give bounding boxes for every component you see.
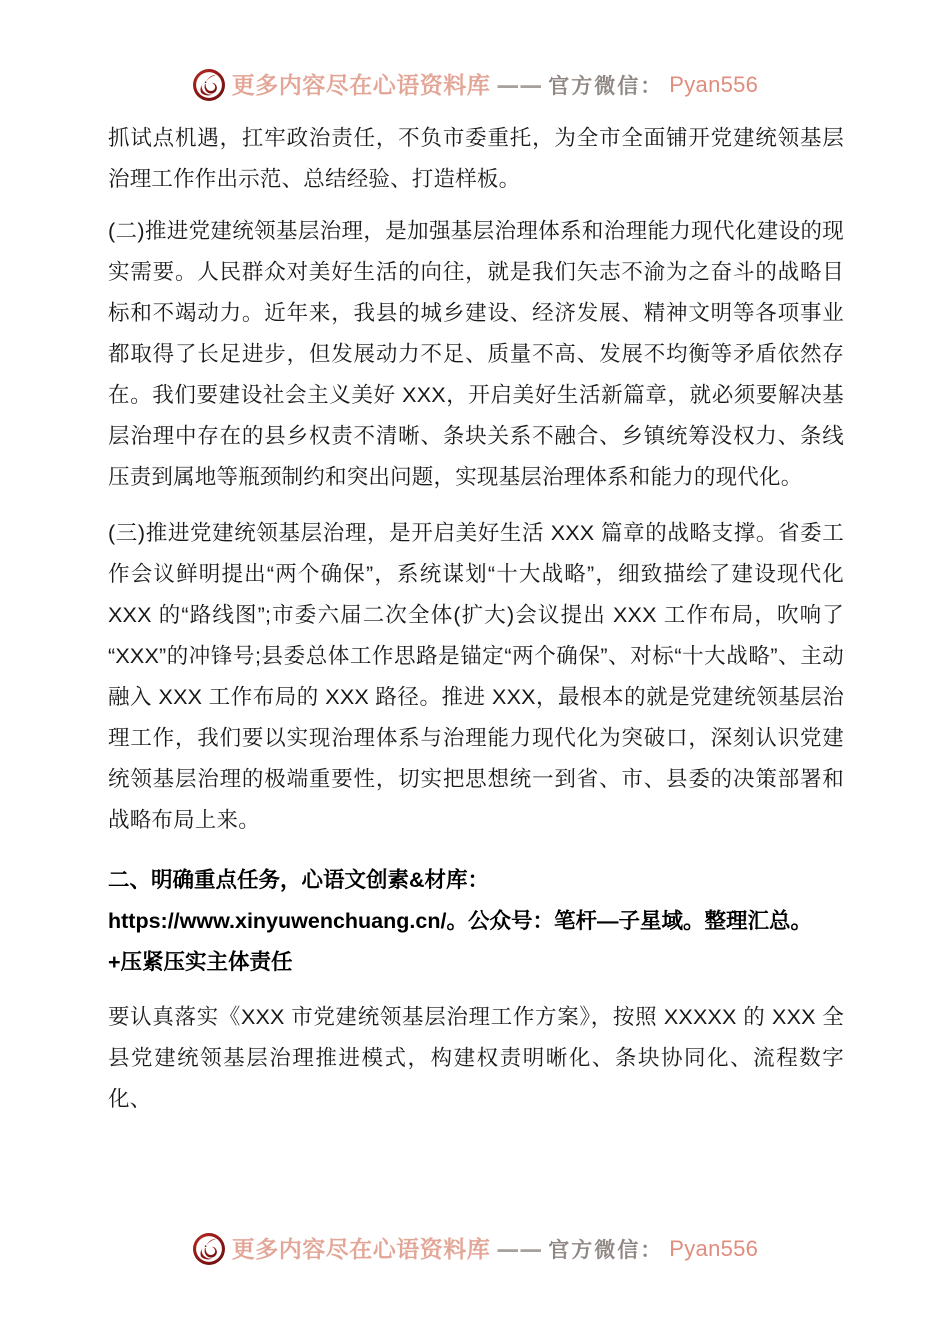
watermark-wechat-handle: Pyan556	[669, 72, 759, 97]
circular-swirl-logo-icon	[192, 1232, 226, 1266]
paragraph-implementation: 要认真落实《XXX 市党建统领基层治理工作方案》，按照 XXXXX 的 XXX 全县党建统领基层治理推进模式，构建权责明晰化、条块协同化、流程数字化、	[108, 1005, 844, 1111]
watermark-dash: ——	[496, 71, 543, 99]
watermark-wechat-label: 官方微信：	[548, 1236, 664, 1262]
heading-section-two-tasks: 二、明确重点任务，心语文创素&材库：https://www.xinyuwenchuang.cn/。公众号：笔杆—子星域。整理汇总。+压紧压实主体责任	[108, 868, 812, 974]
watermark-header	[0, 68, 950, 102]
watermark-footer	[0, 1232, 950, 1266]
paragraph-section-three: (三)推进党建统领基层治理，是开启美好生活 XXX 篇章的战略支撑。省委工作会议鲜明提出“两个确保”，系统谋划“十大战略”，细致描绘了建设现代化 XXX 的“路线图”;市委六届二次全体(扩大)会议提出 XXX 工作布局，吹响了“XXX”的冲锋号;县委总体工作思路是锚定“两个确保”、对标“十大战略”、主动融入 XXX 工作布局的 XXX 路径。推进 XXX，最根本的就是党建统领基层治理工作，我们要以实现治理体系与治理能力现代化为突破口，深刻认识党建统领基层治理的极端重要性，切实把思想统一到省、市、县委的决策部署和战略布局上来。	[108, 521, 844, 832]
document-body	[108, 118, 844, 1131]
watermark-main-text: 更多内容尽在心语资料库	[231, 71, 491, 99]
watermark-dash: ——	[496, 1235, 543, 1263]
circular-swirl-logo-icon	[192, 68, 226, 102]
watermark-wechat-handle: Pyan556	[669, 1236, 759, 1261]
watermark-wechat-label: 官方微信：	[548, 72, 664, 98]
paragraph-continuation: 抓试点机遇，扛牢政治责任，不负市委重托，为全市全面铺开党建统领基层治理工作作出示范、总结经验、打造样板。	[108, 126, 844, 191]
paragraph-section-two: (二)推进党建统领基层治理，是加强基层治理体系和治理能力现代化建设的现实需要。人民群众对美好生活的向往，就是我们矢志不渝为之奋斗的战略目标和不竭动力。近年来，我县的城乡建设、经济发展、精神文明等各项事业都取得了长足进步，但发展动力不足、质量不高、发展不均衡等矛盾依然存在。我们要建设社会主义美好 XXX，开启美好生活新篇章，就必须要解决基层治理中存在的县乡权责不清晰、条块关系不融合、乡镇统筹没权力、条线压责到属地等瓶颈制约和突出问题，实现基层治理体系和能力的现代化。	[108, 219, 844, 489]
watermark-main-text: 更多内容尽在心语资料库	[231, 1235, 491, 1263]
